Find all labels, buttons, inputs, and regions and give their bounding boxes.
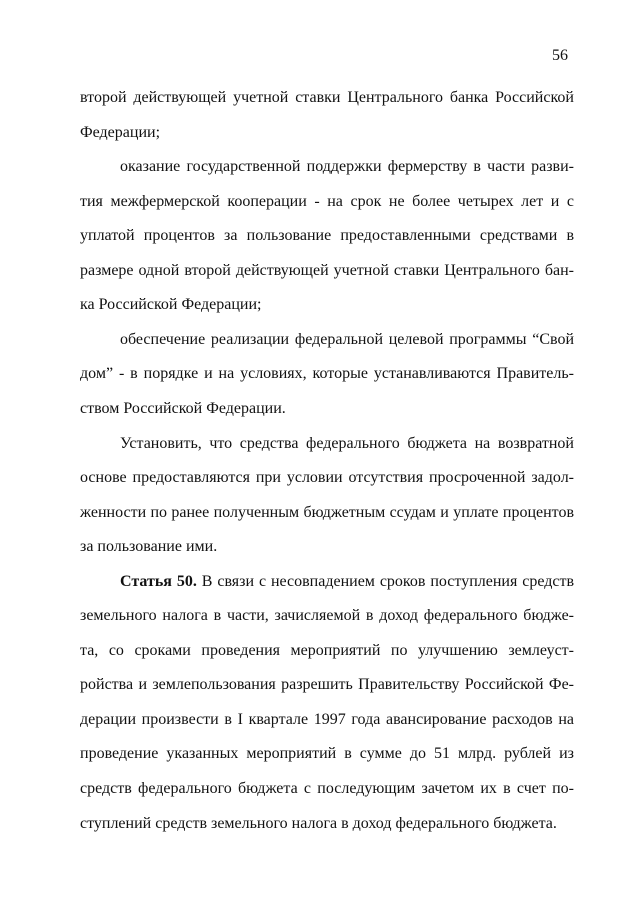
text-line-content: второй действующей учетной ставки Центрального банка Российской (80, 89, 574, 106)
text-line (120, 434, 574, 454)
text-line (80, 641, 574, 661)
text-line-content: дерации произвести в I квартале 1997 года авансирование расходов на (80, 710, 574, 728)
text-line (80, 468, 574, 488)
text-line (80, 779, 574, 799)
text-line (120, 157, 574, 177)
text-line-content: ством Российской Федерации. (80, 399, 286, 417)
text-line (80, 261, 574, 281)
text-line (120, 330, 574, 350)
text-line (80, 192, 574, 212)
text-line (80, 537, 574, 557)
text-line (80, 814, 574, 834)
text-line (80, 606, 574, 626)
text-line-content: проведение указанных мероприятий в сумме до 51 млрд. рублей из (80, 745, 574, 763)
text-line-content: ройства и землепользования разрешить Правительству Российской Фе- (80, 676, 574, 694)
text-line (80, 710, 574, 730)
text-line-content: В связи с несовпадением сроков поступления средств (196, 572, 575, 590)
text-line-content: размере одной второй действующей учетной ставки Центрального бан- (80, 261, 574, 279)
text-line-content: за пользование ими. (80, 538, 218, 556)
text-line-content: тия межфермерской кооперации - на срок не более четырех лет и с (80, 192, 574, 210)
text-line-content: женности по ранее полученным бюджетным ссудам и уплате процентов (80, 503, 574, 521)
text-line (80, 744, 574, 764)
text-line-content: уплатой процентов за пользование предоставленными средствами в (80, 227, 574, 245)
text-line-content: средств федерального бюджета с последующим зачетом их в счет по- (80, 780, 574, 797)
text-line-content: дом” - в порядке и на условиях, которые устанавливаются Правитель- (80, 365, 574, 383)
text-line (80, 88, 574, 108)
text-line-content: оказание государственной поддержки фермерству в части разви- (120, 158, 574, 176)
page-number: 56 (552, 47, 568, 64)
text-line-content: основе предоставляются при условии отсутствия просроченной задол- (80, 469, 574, 486)
text-line (80, 364, 574, 384)
text-line-content: Установить, что средства федерального бюджета на возвратной (120, 434, 574, 452)
text-line-content: Федерации; (80, 123, 161, 141)
text-line (80, 675, 574, 695)
text-line (80, 123, 574, 143)
text-line-content: ступлений средств земельного налога в доход федерального бюджета. (80, 814, 557, 832)
text-line-content: ка Российской Федерации; (80, 296, 262, 314)
article-heading: Статья 50. (120, 572, 197, 590)
text-line-content: та, со сроками проведения мероприятий по улучшению землеуст- (80, 641, 574, 659)
text-line-content: земельного налога в части, зачисляемой в доход федерального бюдже- (80, 607, 574, 625)
text-line (80, 399, 574, 419)
text-line-content: обеспечение реализации федеральной целевой программы “Свой (120, 330, 574, 348)
text-line (80, 226, 574, 246)
text-line (80, 503, 574, 523)
text-line (80, 295, 574, 315)
text-line (120, 572, 574, 592)
